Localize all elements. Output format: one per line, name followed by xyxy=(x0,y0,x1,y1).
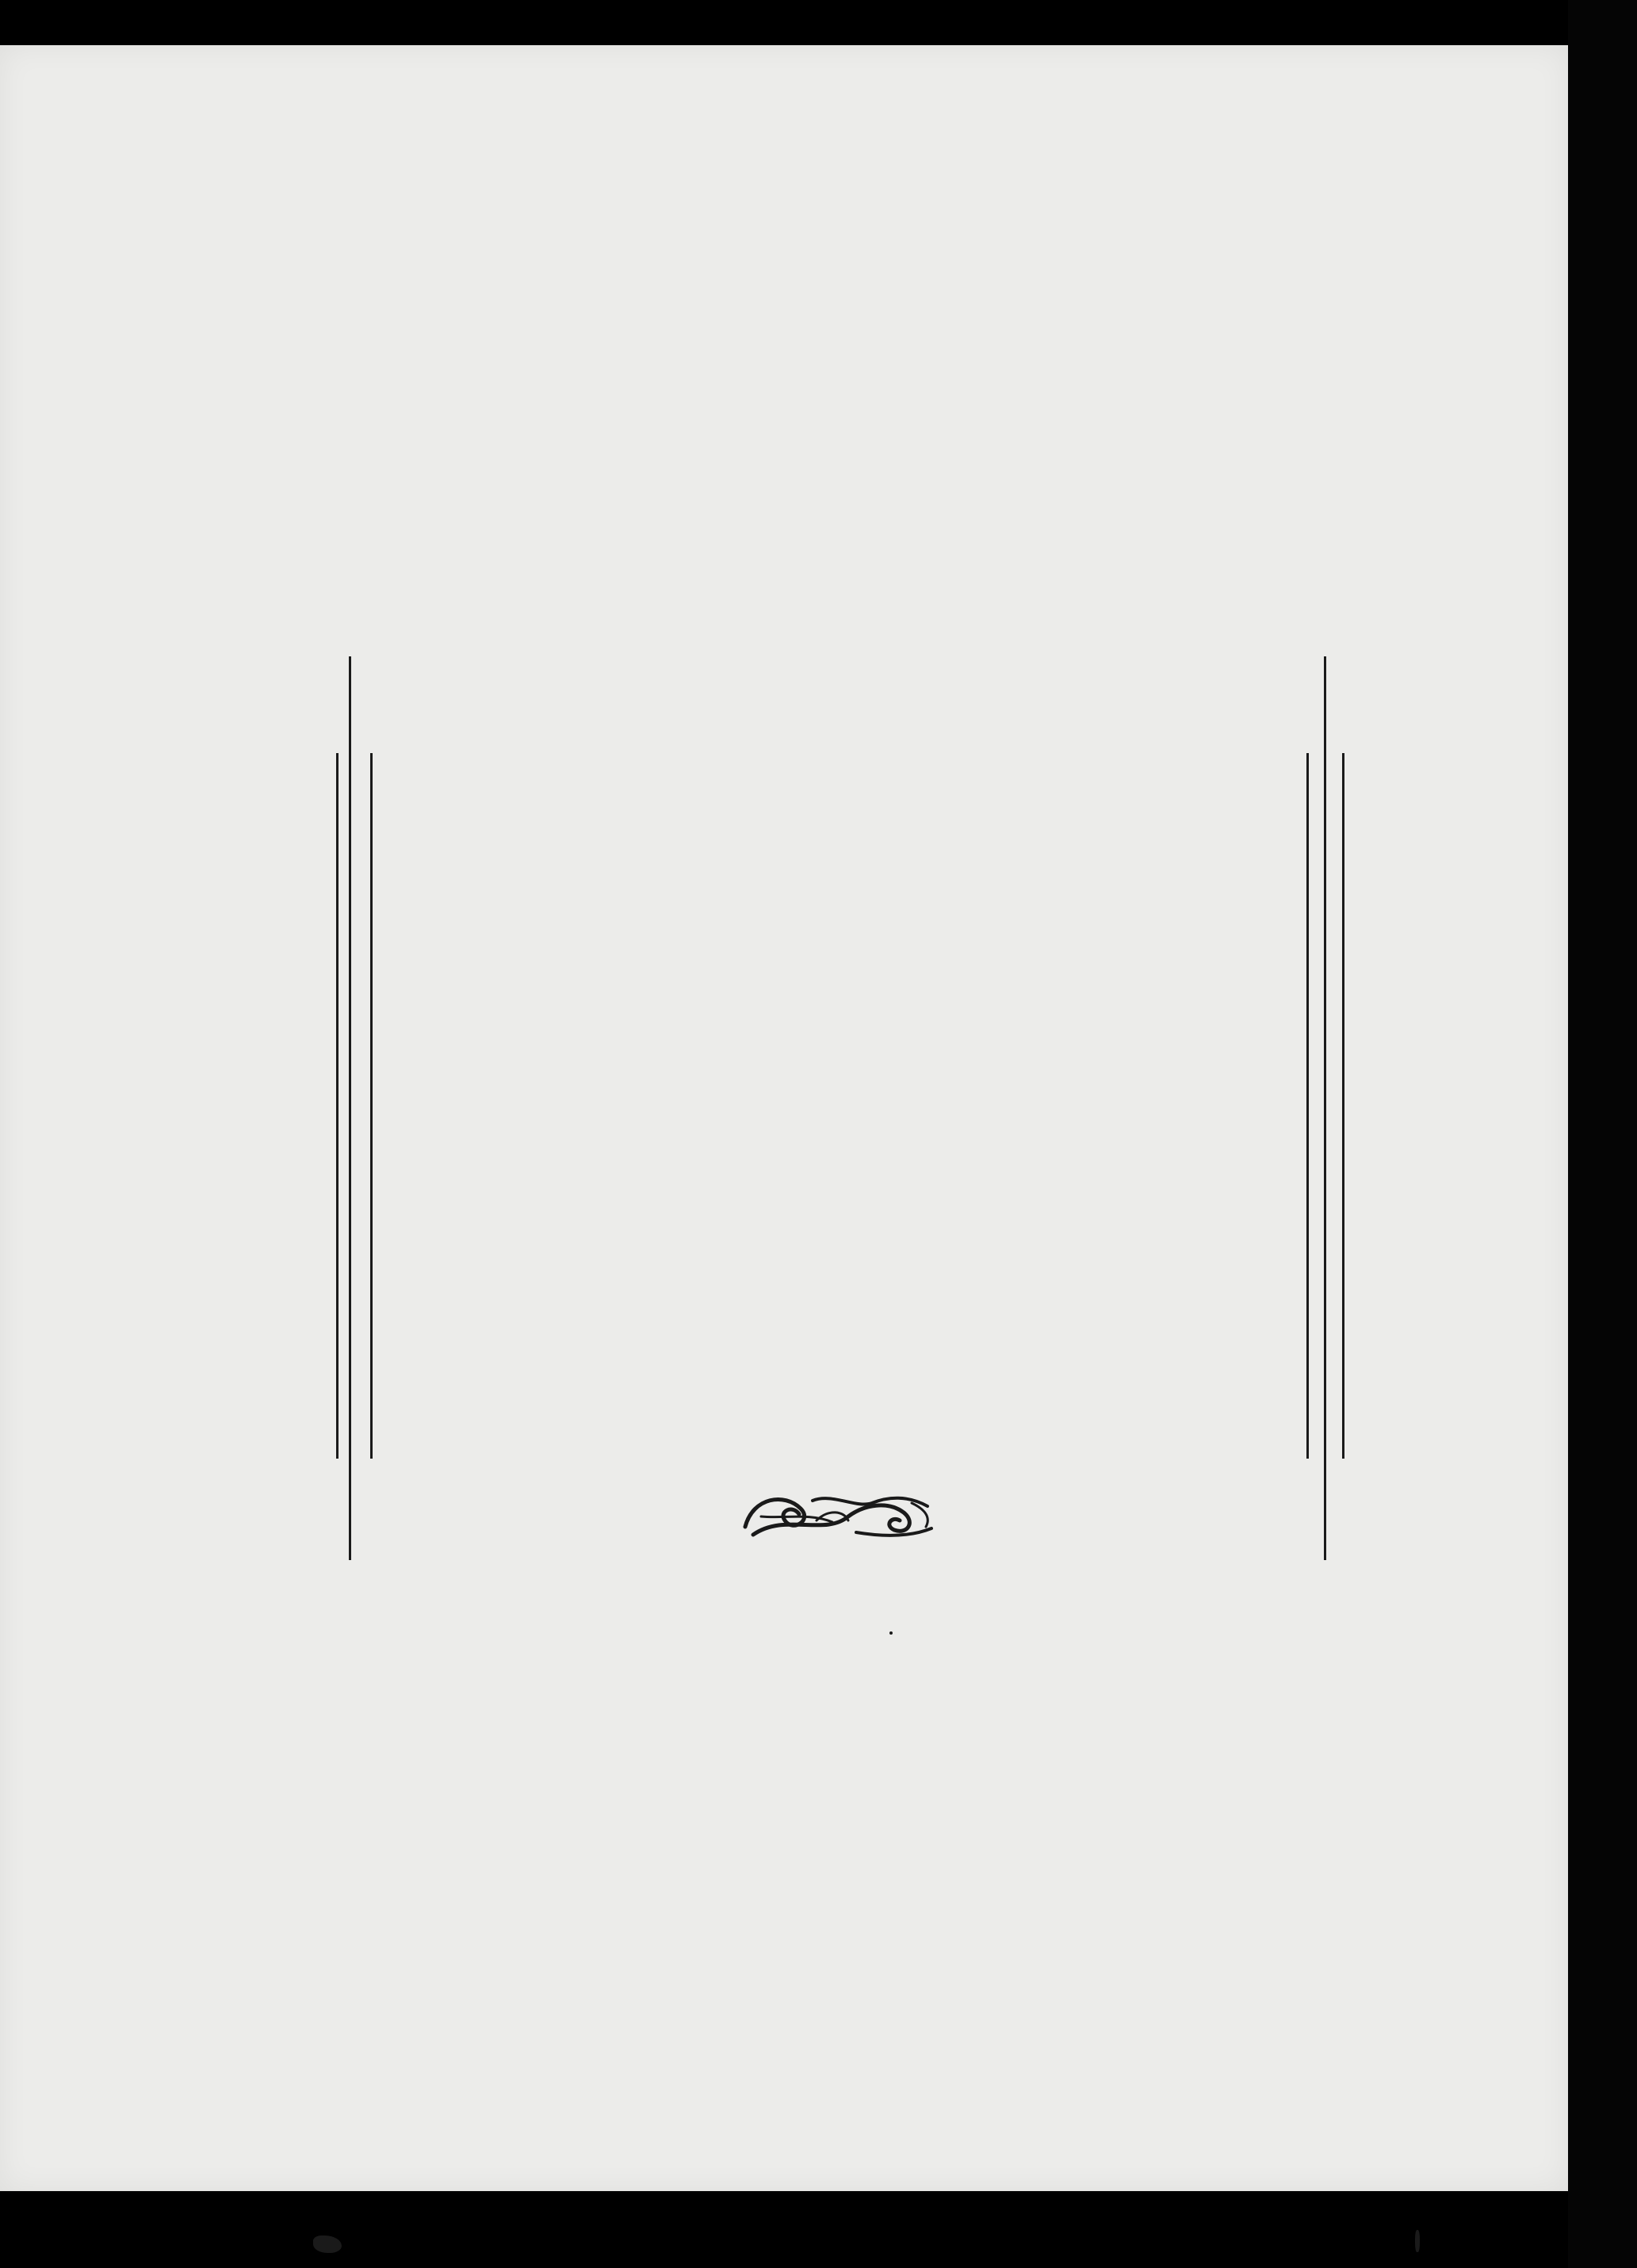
right-vertical-rules xyxy=(1306,656,1344,1560)
left-vertical-rules xyxy=(336,656,373,1560)
scan-speck xyxy=(1415,2230,1420,2252)
decorative-vignette-icon xyxy=(737,1489,939,1544)
scan-speck xyxy=(889,1631,893,1635)
